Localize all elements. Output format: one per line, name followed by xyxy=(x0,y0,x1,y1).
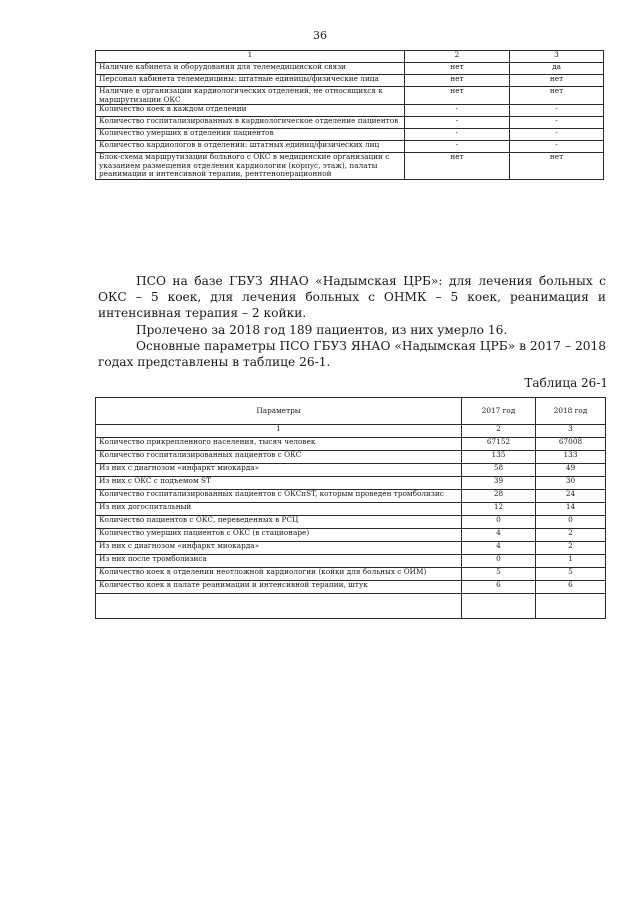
parameter-cell: Количество кардиологов в отделении: штатных единиц/физических лиц xyxy=(96,141,405,153)
value-cell: - xyxy=(510,105,604,117)
column-number-cell: 2 xyxy=(405,51,510,63)
table-row xyxy=(96,581,606,594)
table-row xyxy=(96,105,604,117)
table-row xyxy=(96,477,606,490)
value-cell: 28 xyxy=(462,490,536,503)
value-cell: нет xyxy=(405,75,510,87)
value-cell: - xyxy=(510,141,604,153)
value-cell: нет xyxy=(510,153,604,180)
table-row xyxy=(96,542,606,555)
value-cell: 14 xyxy=(536,503,606,516)
value-cell: да xyxy=(510,63,604,75)
parameter-cell: Из них после тромболизиса xyxy=(96,555,462,568)
table-row xyxy=(96,516,606,529)
value-cell: 49 xyxy=(536,464,606,477)
parameter-cell: Наличие в организации кардиологических отделений, не относящихся к маршрутизации ОКС xyxy=(96,87,405,105)
value-cell: - xyxy=(405,117,510,129)
value-cell: 2 xyxy=(536,529,606,542)
value-cell: 2 xyxy=(536,542,606,555)
parameters-table xyxy=(95,397,606,619)
empty-cell xyxy=(536,594,606,619)
value-cell: 6 xyxy=(462,581,536,594)
paragraph-treated-patients: Пролечено за 2018 год 189 пациентов, из них умерло 16. xyxy=(136,323,508,337)
value-cell: 58 xyxy=(462,464,536,477)
value-cell: 133 xyxy=(536,451,606,464)
column-number-cell: 1 xyxy=(96,51,405,63)
parameter-cell: Количество госпитализированных в кардиологическое отделение пациентов xyxy=(96,117,405,129)
table-row xyxy=(96,451,606,464)
table-empty-row xyxy=(96,594,606,619)
value-cell: 39 xyxy=(462,477,536,490)
value-cell: 6 xyxy=(536,581,606,594)
column-number-cell: 3 xyxy=(510,51,604,63)
parameter-cell: Количество прикрепленного населения, тысяч человек xyxy=(96,438,462,451)
value-cell: - xyxy=(405,129,510,141)
parameter-cell: Количество госпитализированных пациентов с ОКСпST, которым проведен тромболизис xyxy=(96,490,462,503)
paragraph-table-reference: Основные параметры ПСО ГБУЗ ЯНАО «Надымская ЦРБ» в 2017 – 2018 годах представлены в таблице 26-1. xyxy=(98,339,606,369)
parameter-cell: Персонал кабинета телемедицины: штатные единицы/физические лица xyxy=(96,75,405,87)
value-cell: 4 xyxy=(462,542,536,555)
column-header-cell: 2018 год xyxy=(536,398,606,425)
value-cell: 30 xyxy=(536,477,606,490)
parameter-cell: Из них догоспитальный xyxy=(96,503,462,516)
table-row xyxy=(96,129,604,141)
page-number: 36 xyxy=(313,29,327,42)
value-cell: 0 xyxy=(536,516,606,529)
table-row xyxy=(96,490,606,503)
table-row xyxy=(96,568,606,581)
table-caption: Таблица 26-1 xyxy=(524,376,608,390)
column-number-cell: 1 xyxy=(96,425,462,438)
parameter-cell: Количество госпитализированных пациентов с ОКС xyxy=(96,451,462,464)
value-cell: нет xyxy=(510,87,604,105)
table-row xyxy=(96,63,604,75)
value-cell: 135 xyxy=(462,451,536,464)
table-row xyxy=(96,464,606,477)
value-cell: - xyxy=(405,105,510,117)
value-cell: 24 xyxy=(536,490,606,503)
table-row xyxy=(96,117,604,129)
table-row xyxy=(96,87,604,105)
value-cell: - xyxy=(405,141,510,153)
value-cell: 0 xyxy=(462,555,536,568)
parameter-cell: Количество коек в палате реанимации и интенсивной терапии, штук xyxy=(96,581,462,594)
value-cell: 0 xyxy=(462,516,536,529)
table-row xyxy=(96,75,604,87)
value-cell: 5 xyxy=(462,568,536,581)
parameter-cell: Из них с ОКС с подъемом ST xyxy=(96,477,462,490)
parameter-cell: Количество коек в отделении неотложной кардиологии (койки для больных с ОИМ) xyxy=(96,568,462,581)
continuation-table xyxy=(95,50,604,180)
empty-cell xyxy=(96,594,462,619)
column-number-cell: 2 xyxy=(462,425,536,438)
parameter-cell: Наличие кабинета и оборудования для телемедицинской связи xyxy=(96,63,405,75)
value-cell: 4 xyxy=(462,529,536,542)
column-header-cell: Параметры xyxy=(96,398,462,425)
table-row xyxy=(96,153,604,180)
value-cell: нет xyxy=(405,153,510,180)
table-row xyxy=(96,141,604,153)
table-row xyxy=(96,503,606,516)
table-row xyxy=(96,555,606,568)
value-cell: 67008 xyxy=(536,438,606,451)
paragraph-pso-beds: ПСО на базе ГБУЗ ЯНАО «Надымская ЦРБ»: для лечения больных с ОКС – 5 коек, для лечения больных с ОНМК – 5 коек, реанимация и интенсивная терапия – 2 койки. xyxy=(98,274,606,320)
empty-cell xyxy=(462,594,536,619)
table-header-row xyxy=(96,398,606,425)
parameter-cell: Из них с диагнозом «инфаркт миокарда» xyxy=(96,542,462,555)
table-row xyxy=(96,529,606,542)
table-numbering-row xyxy=(96,425,606,438)
parameter-cell: Количество умерших пациентов с ОКС (в стационаре) xyxy=(96,529,462,542)
parameter-cell: Количество умерших в отделении пациентов xyxy=(96,129,405,141)
column-number-cell: 3 xyxy=(536,425,606,438)
value-cell: - xyxy=(510,129,604,141)
table-row xyxy=(96,438,606,451)
table-header-row xyxy=(96,51,604,63)
value-cell: нет xyxy=(405,87,510,105)
parameter-cell: Блок-схема маршрутизации больного с ОКС в медицинские организации с указанием размещения отделения кардиологии (корпус, этаж), палаты реанимации и интенсивной терапии, рентгеноперационной xyxy=(96,153,405,180)
value-cell: нет xyxy=(510,75,604,87)
value-cell: 12 xyxy=(462,503,536,516)
value-cell: 5 xyxy=(536,568,606,581)
parameter-cell: Из них с диагнозом «инфаркт миокарда» xyxy=(96,464,462,477)
column-header-cell: 2017 год xyxy=(462,398,536,425)
parameter-cell: Количество пациентов с ОКС, переведенных в РСЦ xyxy=(96,516,462,529)
value-cell: - xyxy=(510,117,604,129)
parameter-cell: Количество коек в каждом отделении xyxy=(96,105,405,117)
value-cell: нет xyxy=(405,63,510,75)
value-cell: 1 xyxy=(536,555,606,568)
value-cell: 67152 xyxy=(462,438,536,451)
